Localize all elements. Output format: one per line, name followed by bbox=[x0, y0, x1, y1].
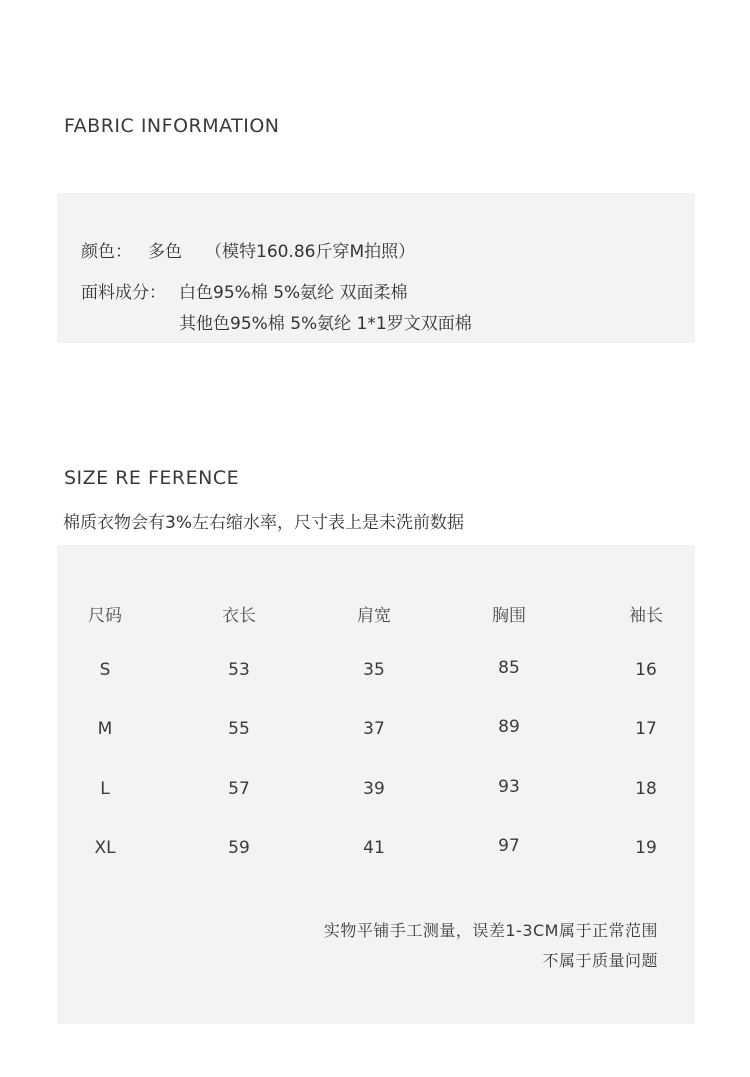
header-chest: 胸围 bbox=[492, 606, 526, 626]
cell-chest: 89 bbox=[498, 717, 520, 737]
model-note: （模特160.86斤穿M拍照） bbox=[205, 242, 416, 262]
color-value: 多色 bbox=[148, 242, 182, 262]
size-section-title: SIZE RE FERENCE bbox=[64, 467, 240, 489]
cell-sleeve: 17 bbox=[635, 719, 657, 739]
material-white: 白色95%棉 5%氨纶 双面柔棉 bbox=[179, 283, 408, 303]
header-size: 尺码 bbox=[88, 606, 122, 626]
cell-length: 59 bbox=[228, 838, 250, 858]
cell-size: S bbox=[99, 660, 111, 680]
header-length: 衣长 bbox=[222, 606, 256, 626]
shrink-note: 棉质衣物会有3%左右缩水率，尺寸表上是未洗前数据 bbox=[63, 513, 464, 533]
header-shoulder: 肩宽 bbox=[357, 606, 391, 626]
cell-sleeve: 19 bbox=[635, 838, 657, 858]
cell-size: M bbox=[97, 719, 113, 739]
fabric-info-panel bbox=[57, 193, 695, 343]
cell-shoulder: 37 bbox=[363, 719, 385, 739]
cell-chest: 97 bbox=[498, 836, 520, 856]
color-label: 颜色： bbox=[81, 242, 132, 262]
material-label: 面料成分： bbox=[81, 283, 166, 303]
cell-sleeve: 16 bbox=[635, 660, 657, 680]
cell-sleeve: 18 bbox=[635, 779, 657, 799]
cell-shoulder: 35 bbox=[363, 660, 385, 680]
cell-shoulder: 41 bbox=[363, 838, 385, 858]
size-table-panel bbox=[57, 545, 695, 1024]
cell-size: XL bbox=[94, 838, 116, 858]
fabric-section-title: FABRIC INFORMATION bbox=[64, 115, 280, 137]
material-other-colors: 其他色95%棉 5%氨纶 1*1罗文双面棉 bbox=[179, 314, 472, 334]
measurement-note: 实物平铺手工测量，误差1-3CM属于正常范围 bbox=[323, 921, 658, 940]
header-sleeve: 袖长 bbox=[629, 606, 663, 626]
cell-chest: 85 bbox=[498, 658, 520, 678]
cell-length: 53 bbox=[228, 660, 250, 680]
cell-length: 55 bbox=[228, 719, 250, 739]
cell-length: 57 bbox=[228, 779, 250, 799]
cell-chest: 93 bbox=[498, 777, 520, 797]
cell-size: L bbox=[100, 779, 110, 799]
cell-shoulder: 39 bbox=[363, 779, 385, 799]
quality-note: 不属于质量问题 bbox=[542, 951, 658, 970]
